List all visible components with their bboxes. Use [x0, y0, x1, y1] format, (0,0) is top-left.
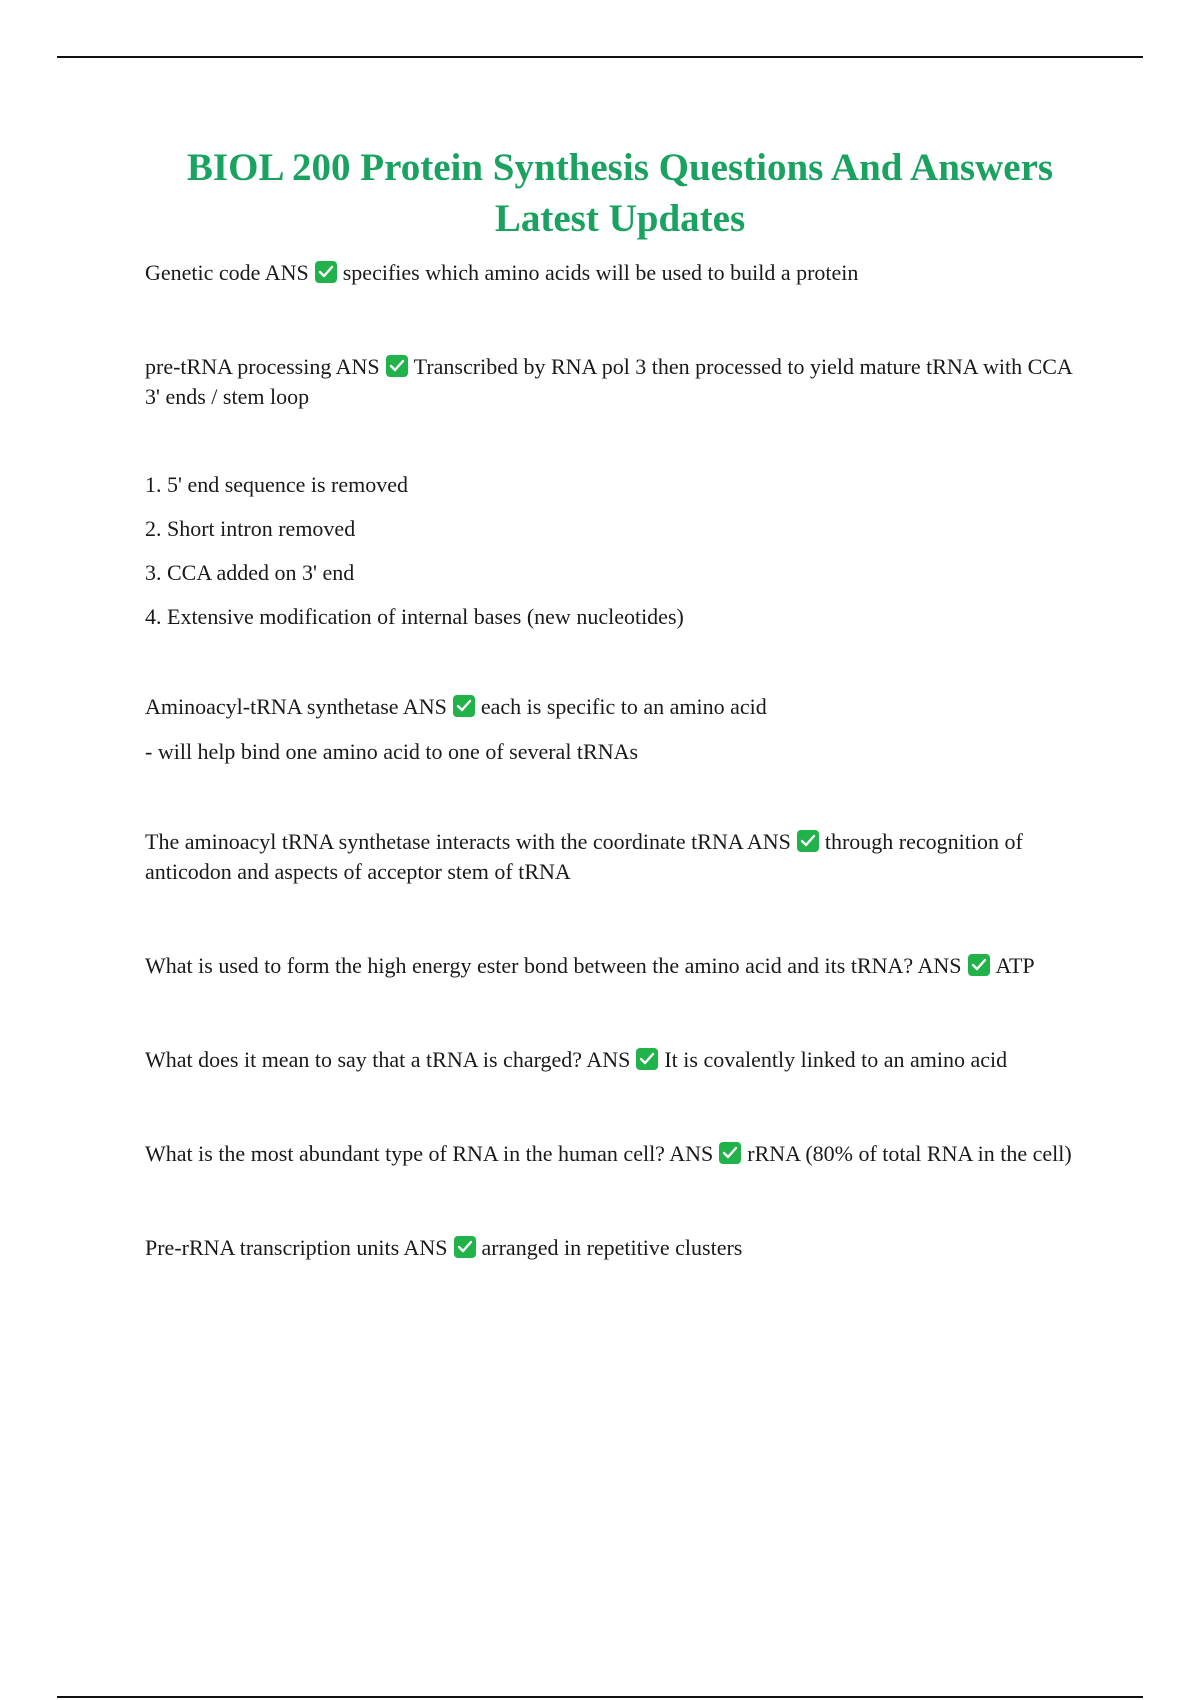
answer-text: Transcribed by RNA pol 3 then processed to yield mature tRNA with CCA 3' ends / stem loop: [145, 354, 1072, 409]
qa-entry: [145, 827, 1090, 887]
list-item: 4. Extensive modification of internal bases (new nucleotides): [145, 604, 684, 629]
answer-text: specifies which amino acids will be used to build a protein: [342, 260, 859, 285]
question-text: Genetic code: [145, 260, 261, 285]
green-check-icon: [454, 1236, 476, 1258]
answer-marker: ANS: [402, 694, 447, 719]
answer-text: ATP: [995, 953, 1035, 978]
question-text: Pre-rRNA transcription units: [145, 1235, 400, 1260]
question-text: What does it mean to say that a tRNA is charged?: [145, 1047, 583, 1072]
qa-entry: [145, 352, 1090, 412]
question-text: Aminoacyl-tRNA synthetase: [145, 694, 399, 719]
list-item: 1. 5' end sequence is removed: [145, 472, 408, 497]
answer-extra-line: - will help bind one amino acid to one of several tRNAs: [145, 739, 639, 764]
answer-marker: ANS: [746, 829, 791, 854]
green-check-icon: [453, 695, 475, 717]
question-text: What is the most abundant type of RNA in the human cell?: [145, 1141, 665, 1166]
answer-marker: ANS: [586, 1047, 631, 1072]
qa-entry: [145, 258, 1090, 288]
qa-entry: [145, 1045, 1090, 1075]
green-check-icon: [636, 1048, 658, 1070]
question-text: What is used to form the high energy ester bond between the amino acid and its tRNA?: [145, 953, 914, 978]
question-text: The aminoacyl tRNA synthetase interacts with the coordinate tRNA: [145, 829, 743, 854]
list-item: 2. Short intron removed: [145, 516, 356, 541]
answer-marker: ANS: [403, 1235, 448, 1260]
answer-text: through recognition of anticodon and aspects of acceptor stem of tRNA: [145, 829, 1023, 884]
answer-text: arranged in repetitive clusters: [481, 1235, 743, 1260]
answer-marker: ANS: [669, 1141, 714, 1166]
bottom-rule: [57, 1696, 1143, 1698]
answer-text: It is covalently linked to an amino acid: [664, 1047, 1008, 1072]
document-body: [145, 258, 1090, 1263]
green-check-icon: [968, 954, 990, 976]
answer-marker: ANS: [264, 260, 309, 285]
top-rule: [57, 56, 1143, 58]
processing-steps-list: [145, 470, 1090, 632]
qa-entry: [145, 1233, 1090, 1263]
green-check-icon: [315, 261, 337, 283]
question-text: pre-tRNA processing: [145, 354, 332, 379]
answer-marker: ANS: [335, 354, 380, 379]
green-check-icon: [386, 355, 408, 377]
green-check-icon: [719, 1142, 741, 1164]
answer-text: rRNA (80% of total RNA in the cell): [747, 1141, 1072, 1166]
qa-entry: [145, 951, 1090, 981]
qa-entry: [145, 692, 1090, 722]
green-check-icon: [797, 830, 819, 852]
document-title: BIOL 200 Protein Synthesis Questions And Answers Latest Updates: [186, 146, 1054, 240]
qa-entry: [145, 1139, 1090, 1169]
list-item: 3. CCA added on 3' end: [145, 560, 355, 585]
answer-marker: ANS: [917, 953, 962, 978]
answer-text: each is specific to an amino acid: [480, 694, 767, 719]
